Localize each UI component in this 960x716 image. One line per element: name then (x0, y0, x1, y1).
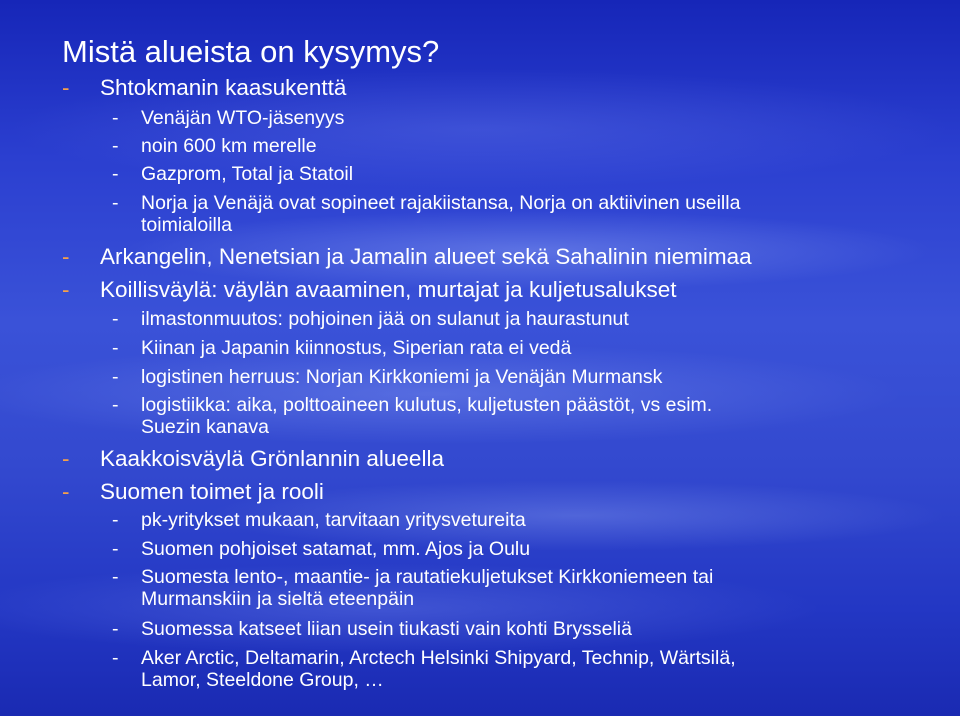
bullet-dash: - (62, 277, 70, 302)
bullet-text: noin 600 km merelle (141, 135, 317, 157)
bullet-text: Kiinan ja Japanin kiinnostus, Siperian rata ei vedä (141, 337, 572, 359)
bullet-text-continued: Lamor, Steeldone Group, … (141, 669, 384, 691)
bullet-northeast-passage (62, 276, 677, 304)
bullet-dash: - (112, 135, 119, 157)
subbullet-brussels (112, 618, 632, 640)
bullet-text: ilmastonmuutos: pohjoinen jää on sulanut ja haurastunut (141, 308, 629, 330)
bullet-text: logistinen herruus: Norjan Kirkkoniemi ja Venäjän Murmansk (141, 366, 663, 388)
bullet-finland-role (62, 478, 324, 506)
bullet-dash: - (112, 163, 119, 185)
bullet-text: Suomen toimet ja rooli (100, 479, 324, 504)
subbullet-companies (112, 163, 353, 185)
bullet-text: Suomen pohjoiset satamat, mm. Ajos ja Oulu (141, 538, 531, 560)
bullet-southeast-passage (62, 445, 444, 473)
bullet-dash: - (112, 366, 119, 388)
bullet-dash: - (62, 244, 70, 269)
bullet-dash: - (62, 75, 70, 100)
bullet-dash: - (112, 566, 119, 588)
bullet-arkangel (62, 243, 752, 271)
bullet-text-block (141, 192, 740, 236)
bullet-dash: - (112, 538, 119, 560)
bullet-dash: - (112, 107, 119, 129)
bullet-text: Norja ja Venäjä ovat sopineet rajakiistansa, Norja on aktiivinen useilla (141, 192, 741, 214)
subbullet-climate (112, 308, 629, 330)
bullet-dash: - (112, 308, 119, 330)
bullet-dash: - (112, 337, 119, 359)
bullet-text: Shtokmanin kaasukenttä (100, 75, 347, 100)
bullet-text: Kaakkoisväylä Grönlannin alueella (100, 446, 444, 471)
subbullet-logistic-dominance (112, 366, 662, 388)
subbullet-sme (112, 509, 526, 531)
bullet-dash: - (112, 509, 119, 531)
subbullet-transport (112, 566, 713, 610)
subbullet-companies-list (112, 647, 736, 691)
subbullet-logistics (112, 394, 712, 438)
bullet-dash: - (112, 192, 119, 214)
bullet-text-block (141, 647, 736, 691)
subbullet-china-japan (112, 337, 571, 359)
bullet-dash: - (62, 446, 70, 471)
bullet-text-continued: Suezin kanava (141, 416, 269, 438)
bullet-text: logistiikka: aika, polttoaineen kulutus, kuljetusten päästöt, vs esim. (141, 394, 713, 416)
subbullet-norway-russia (112, 192, 740, 236)
bullet-text: Suomesta lento-, maantie- ja rautatiekuljetukset Kirkkoniemeen tai (141, 566, 714, 588)
bullet-dash: - (112, 647, 119, 669)
bullet-text-block (141, 566, 713, 610)
bullet-dash: - (62, 479, 70, 504)
subbullet-ports (112, 538, 530, 560)
bullet-text: Arkangelin, Nenetsian ja Jamalin alueet sekä Sahalinin niemimaa (100, 244, 752, 269)
bullet-text-continued: toimialoilla (141, 214, 233, 236)
bullet-text: pk-yritykset mukaan, tarvitaan yritysvetureita (141, 509, 526, 531)
bullet-dash: - (112, 618, 119, 640)
bullet-dash: - (112, 394, 119, 416)
bullet-text: Gazprom, Total ja Statoil (141, 163, 354, 185)
bullet-text: Venäjän WTO-jäsenyys (141, 107, 345, 129)
subbullet-wto (112, 107, 344, 129)
bullet-text-continued: Murmanskiin ja sieltä eteenpäin (141, 588, 415, 610)
bullet-text: Aker Arctic, Deltamarin, Arctech Helsinki Shipyard, Technip, Wärtsilä, (141, 647, 736, 669)
bullet-text: Suomessa katseet liian usein tiukasti vain kohti Brysseliä (141, 618, 632, 640)
slide-title: Mistä alueista on kysymys? (62, 34, 440, 69)
bullet-shtokman (62, 74, 346, 102)
bullet-text-block (141, 394, 712, 438)
bullet-text: Koillisväylä: väylän avaaminen, murtajat ja kuljetusalukset (100, 277, 677, 302)
subbullet-distance (112, 135, 317, 157)
